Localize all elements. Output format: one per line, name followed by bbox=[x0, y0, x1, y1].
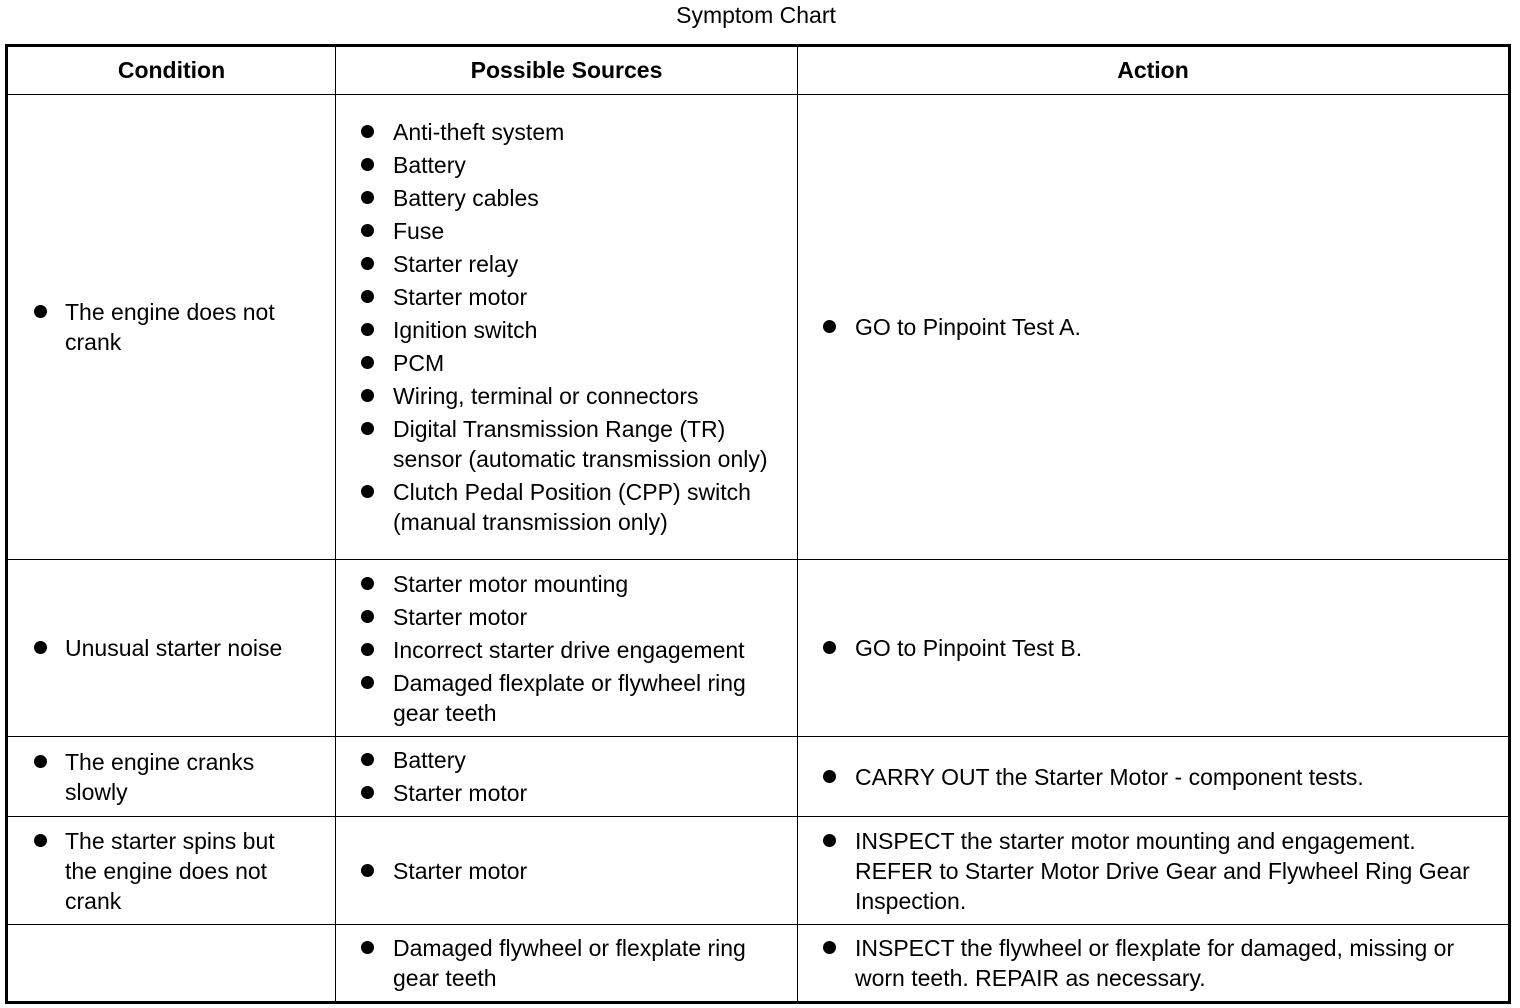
list-item: Battery cables bbox=[336, 183, 797, 213]
list-item: Anti-theft system bbox=[336, 117, 797, 147]
sources-list bbox=[336, 117, 797, 537]
condition-item: The starter spins but the engine does not crank bbox=[8, 826, 309, 916]
sources-cell bbox=[336, 737, 798, 817]
action-list bbox=[798, 312, 1508, 342]
table-row bbox=[7, 925, 1510, 1003]
list-item: Battery bbox=[336, 150, 797, 180]
list-item: Starter motor bbox=[336, 602, 797, 632]
list-item: Starter motor bbox=[336, 856, 797, 886]
list-item: Starter motor bbox=[336, 778, 797, 808]
sources-list bbox=[336, 569, 797, 728]
list-item: Ignition switch bbox=[336, 315, 797, 345]
action-item: GO to Pinpoint Test A. bbox=[798, 312, 1508, 342]
sources-cell bbox=[336, 560, 798, 737]
condition-cell bbox=[7, 925, 336, 1003]
list-item: Battery bbox=[336, 745, 797, 775]
table-row bbox=[7, 737, 1510, 817]
action-list bbox=[798, 826, 1508, 916]
condition-item: The engine does not crank bbox=[8, 297, 299, 357]
symptom-chart-table bbox=[5, 44, 1511, 1004]
table-row bbox=[7, 95, 1510, 560]
action-cell bbox=[798, 95, 1510, 560]
list-item: Digital Transmission Range (TR) sensor (automatic transmission only) bbox=[336, 414, 797, 474]
action-cell bbox=[798, 560, 1510, 737]
condition-list bbox=[8, 297, 335, 357]
action-cell bbox=[798, 925, 1510, 1003]
list-item: Damaged flywheel or flexplate ring gear teeth bbox=[336, 933, 797, 993]
header-possible-sources: Possible Sources bbox=[336, 46, 798, 95]
sources-cell bbox=[336, 925, 798, 1003]
list-item: Wiring, terminal or connectors bbox=[336, 381, 797, 411]
condition-cell bbox=[7, 737, 336, 817]
table-header-row bbox=[7, 46, 1510, 95]
list-item: Incorrect starter drive engagement bbox=[336, 635, 797, 665]
list-item: Clutch Pedal Position (CPP) switch (manual transmission only) bbox=[336, 477, 797, 537]
list-item: Damaged flexplate or flywheel ring gear teeth bbox=[336, 668, 797, 728]
condition-item: Unusual starter noise bbox=[8, 633, 335, 663]
action-cell bbox=[798, 737, 1510, 817]
action-item: CARRY OUT the Starter Motor - component tests. bbox=[798, 762, 1508, 792]
condition-list bbox=[8, 826, 335, 916]
action-list bbox=[798, 933, 1508, 993]
sources-list bbox=[336, 933, 797, 993]
list-item: Starter motor bbox=[336, 282, 797, 312]
action-list bbox=[798, 762, 1508, 792]
condition-cell bbox=[7, 817, 336, 925]
page-title: Symptom Chart bbox=[676, 2, 836, 28]
condition-item: The engine cranks slowly bbox=[8, 747, 279, 807]
condition-list bbox=[8, 747, 335, 807]
header-action: Action bbox=[798, 46, 1510, 95]
sources-cell bbox=[336, 817, 798, 925]
action-item: GO to Pinpoint Test B. bbox=[798, 633, 1508, 663]
action-item: INSPECT the flywheel or flexplate for damaged, missing or worn teeth. REPAIR as necessary. bbox=[798, 933, 1508, 993]
list-item: Fuse bbox=[336, 216, 797, 246]
table-row bbox=[7, 560, 1510, 737]
table-row bbox=[7, 817, 1510, 925]
action-list bbox=[798, 633, 1508, 663]
sources-list bbox=[336, 745, 797, 808]
list-item: Starter motor mounting bbox=[336, 569, 797, 599]
condition-list bbox=[8, 633, 335, 663]
header-condition: Condition bbox=[7, 46, 336, 95]
condition-cell bbox=[7, 560, 336, 737]
sources-list bbox=[336, 856, 797, 886]
action-cell bbox=[798, 817, 1510, 925]
list-item: Starter relay bbox=[336, 249, 797, 279]
sources-cell bbox=[336, 95, 798, 560]
list-item: PCM bbox=[336, 348, 797, 378]
action-item: INSPECT the starter motor mounting and engagement. REFER to Starter Motor Drive Gear and Flywheel Ring Gear Inspection. bbox=[798, 826, 1508, 916]
condition-cell bbox=[7, 95, 336, 560]
